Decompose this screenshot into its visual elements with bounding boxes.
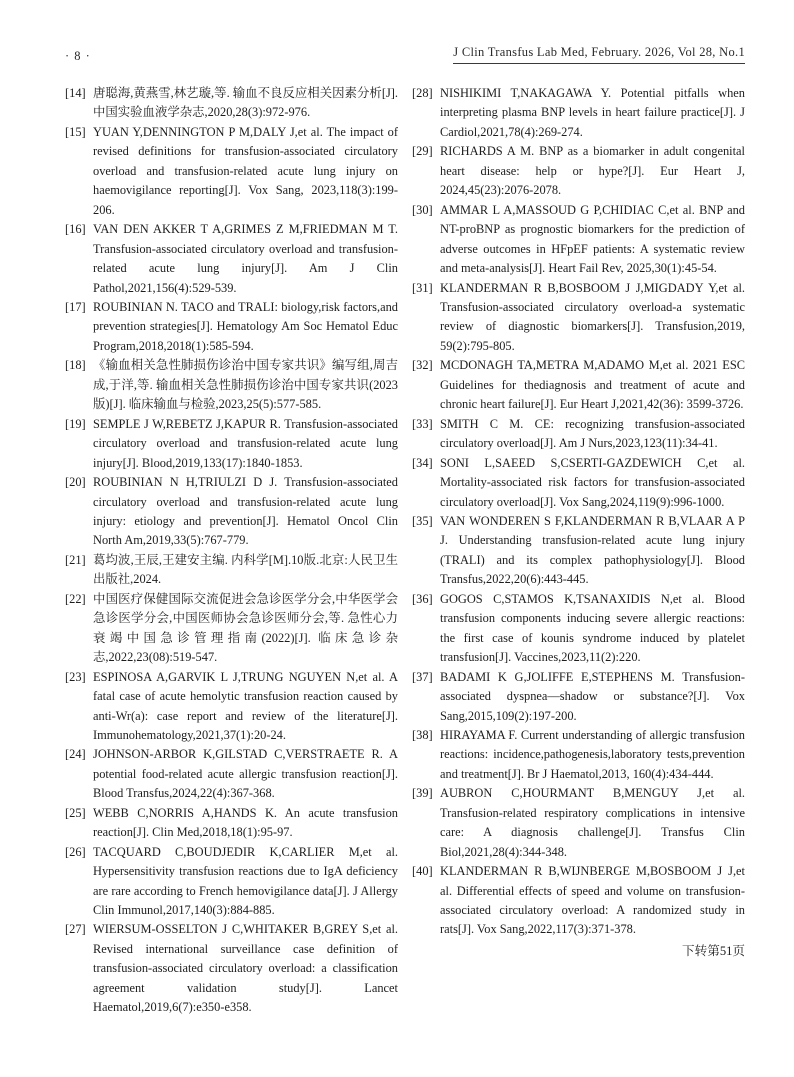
- reference-item: [412, 668, 745, 726]
- journal-header-line: J Clin Transfus Lab Med, February. 2026, Vol 28, No.1: [453, 45, 745, 64]
- reference-number: [36]: [412, 591, 433, 606]
- reference-text: WIERSUM-OSSELTON J C,WHITAKER B,GREY S,et al. Revised international surveillance case definition of transfusion-associated circulatory overload: a classification agreement validation study[J]. Lancet Haematol,2019,6(7):e350-e358.: [93, 922, 398, 1015]
- reference-number: [39]: [412, 786, 433, 801]
- reference-text: VAN WONDEREN S F,KLANDERMAN R B,VLAAR A P J. Understanding transfusion-related acute lung injury (TRALI) and its complex pathophysiology[J]. Blood Transfus,2022,20(6):443-445.: [440, 513, 745, 587]
- reference-number: [21]: [65, 552, 86, 567]
- reference-item: [65, 415, 398, 473]
- reference-number: [14]: [65, 86, 86, 100]
- reference-item: [65, 745, 398, 803]
- reference-item: [65, 123, 398, 220]
- reference-item: [412, 201, 745, 279]
- reference-text: AMMAR L A,MASSOUD G P,CHIDIAC C,et al. BNP and NT-proBNP as prognostic biomarkers for the prediction of adverse outcomes in HFpEF patients: A systematic review and meta-analysis[J]. Heart Fail Rev, 2025,30(1):45-54.: [440, 202, 745, 276]
- reference-number: [32]: [412, 358, 433, 373]
- reference-number: [27]: [65, 922, 86, 937]
- reference-text: BADAMI K G,JOLIFFE E,STEPHENS M. Transfusion-associated dyspnea—shadow or substance?[J]. Vox Sang,2015,109(2):197-200.: [440, 669, 745, 723]
- reference-number: [37]: [412, 669, 433, 684]
- reference-text: AUBRON C,HOURMANT B,MENGUY J,et al. Transfusion-related respiratory complications in intensive care: A diagnosis challenge[J]. Transfus Clin Biol,2021,28(4):344-348.: [440, 786, 745, 859]
- reference-item: [412, 142, 745, 200]
- reference-text: JOHNSON-ARBOR K,GILSTAD C,VERSTRAETE R. A potential food-related acute allergic transfusion reaction[J]. Blood Transfus,2024,22(4):367-368.: [93, 747, 398, 801]
- reference-item: [412, 454, 745, 512]
- reference-text: SMITH C M. CE: recognizing transfusion-associated circulatory overload[J]. Am J Nurs,2023,123(11):34-41.: [440, 416, 745, 451]
- continuation-note: 下转第51页: [682, 943, 745, 958]
- reference-item: [65, 551, 398, 590]
- reference-text: NISHIKIMI T,NAKAGAWA Y. Potential pitfalls when interpreting plasma BNP levels in heart failure practice[J]. J Cardiol,2021,78(4):269-274.: [440, 86, 745, 139]
- reference-number: [22]: [65, 591, 86, 606]
- reference-number: [24]: [65, 747, 86, 762]
- reference-item: [412, 862, 745, 940]
- reference-item: [65, 920, 398, 1017]
- reference-text: VAN DEN AKKER T A,GRIMES Z M,FRIEDMAN M T. Transfusion-associated circulatory overload and transfusion-related acute lung injury[J]. Am J Clin Pathol,2021,156(4):529-539.: [93, 222, 398, 295]
- reference-item: [412, 590, 745, 668]
- reference-number: [34]: [412, 455, 433, 470]
- reference-text: WEBB C,NORRIS A,HANDS K. An acute transfusion reaction[J]. Clin Med,2018,18(1):95-97.: [93, 805, 398, 840]
- reference-text: YUAN Y,DENNINGTON P M,DALY J,et al. The impact of revised definitions for transfusion-associated circulatory overload and transfusion-related acute lung injury on haemovigilance reporting[J]. Vox Sang, 2023,118(3):199-206.: [93, 124, 398, 217]
- references-section: [65, 84, 745, 1018]
- reference-text: 中国医疗保健国际交流促进会急诊医学分会,中华医学会急诊医学分会,中国医师协会急诊医师分会,等. 急性心力衰竭中国急诊管理指南(2022)[J]. 临床急诊杂志,2022,23(08):519-547.: [93, 591, 398, 665]
- reference-text: ESPINOSA A,GARVIK L J,TRUNG NGUYEN N,et al. A fatal case of acute hemolytic transfusion reaction caused by anti-Wr(a): case report and review of the literature[J]. Immunohematology,2021,37(1):20-24.: [93, 669, 398, 742]
- reference-number: [40]: [412, 864, 433, 879]
- page-number: · 8 ·: [65, 49, 91, 63]
- reference-item: [65, 356, 398, 414]
- reference-item: [412, 784, 745, 862]
- reference-number: [23]: [65, 669, 86, 684]
- reference-number: [26]: [65, 844, 86, 859]
- page-header: [65, 45, 745, 64]
- reference-number: [17]: [65, 299, 86, 314]
- reference-number: [20]: [65, 475, 86, 490]
- reference-item: [65, 804, 398, 843]
- reference-item: [65, 668, 398, 746]
- reference-text: KLANDERMAN R B,BOSBOOM J J,MIGDADY Y,et al. Transfusion-associated circulatory overload-a systematic review of diagnostic biomarkers[J]. Transfusion,2019, 59(2):795-805.: [440, 280, 745, 353]
- reference-number: [30]: [412, 202, 433, 217]
- reference-number: [35]: [412, 513, 433, 528]
- reference-text: 葛均波,王辰,王建安主编. 内科学[M].10版.北京:人民卫生出版社,2024.: [93, 552, 398, 587]
- reference-text: 唐聪海,黄燕雪,林艺璇,等. 输血不良反应相关因素分析[J]. 中国实验血液学杂志,2020,28(3):972-976.: [93, 86, 398, 120]
- reference-text: SEMPLE J W,REBETZ J,KAPUR R. Transfusion-associated circulatory overload and transfusion-related acute lung injury[J]. Blood,2019,133(17):1840-1853.: [93, 416, 398, 470]
- reference-text: TACQUARD C,BOUDJEDIR K,CARLIER M,et al. Hypersensitivity transfusion reactions due to IgA deficiency are rare according to French hemovigilance data[J]. J Allergy Clin Immunol,2017,140(3):884-885.: [93, 844, 398, 918]
- reference-item: [65, 590, 398, 668]
- reference-text: RICHARDS A M. BNP as a biomarker in adult congenital heart disease: help or hype?[J]. Eur Heart J, 2024,45(23):2076-2078.: [440, 144, 745, 198]
- reference-item: [412, 726, 745, 784]
- reference-text: ROUBINIAN N. TACO and TRALI: biology,risk factors,and prevention strategies[J]. Hematology Am Soc Hematol Educ Program,2018,2018(1):585-594.: [93, 299, 398, 353]
- reference-item: [412, 279, 745, 357]
- reference-item: [65, 843, 398, 921]
- reference-item: [412, 84, 745, 142]
- reference-text: 《输血相关急性肺损伤诊治中国专家共识》编写组,周吉成,于洋,等. 输血相关急性肺损伤诊治中国专家共识(2023版)[J]. 临床输血与检验,2023,25(5):577-585.: [93, 358, 398, 412]
- reference-number: [19]: [65, 416, 86, 431]
- reference-number: [18]: [65, 358, 86, 373]
- reference-text: SONI L,SAEED S,CSERTI-GAZDEWICH C,et al. Mortality-associated risk factors for transfusion-associated circulatory overload[J]. Vox Sang,2024,119(9):996-1000.: [440, 455, 745, 509]
- reference-item: [65, 473, 398, 551]
- reference-number: [38]: [412, 727, 433, 742]
- reference-number: [29]: [412, 144, 433, 159]
- reference-text: KLANDERMAN R B,WIJNBERGE M,BOSBOOM J J,et al. Differential effects of speed and volume on transfusion-associated circulatory overload: A randomized study in rats[J]. Vox Sang,2022,117(3):371-378.: [440, 864, 745, 937]
- reference-text: ROUBINIAN N H,TRIULZI D J. Transfusion-associated circulatory overload and transfusion-related acute lung injury: etiology and prevention[J]. Hematol Oncol Clin North Am,2019,33(5):767-779.: [93, 475, 398, 548]
- reference-item: [412, 415, 745, 454]
- reference-text: MCDONAGH TA,METRA M,ADAMO M,et al. 2021 ESC Guidelines for thediagnosis and treatment of acute and chronic heart failure[J]. Eur Heart J,2021,42(36): 3599-3726.: [440, 358, 745, 412]
- reference-column-left: [65, 84, 398, 1018]
- reference-item: [412, 512, 745, 590]
- reference-number: [31]: [412, 280, 433, 295]
- reference-item: [412, 356, 745, 414]
- reference-number: [28]: [412, 86, 433, 100]
- reference-number: [33]: [412, 416, 433, 431]
- reference-item: [65, 298, 398, 356]
- reference-column-right: [412, 84, 745, 1018]
- reference-number: [16]: [65, 222, 86, 237]
- reference-text: GOGOS C,STAMOS K,TSANAXIDIS N,et al. Blood transfusion components inducing severe allergic reactions: the first case of kounis syndrome induced by platelet transfusion[J]. Vaccines,2023,11(2):220.: [440, 591, 745, 665]
- reference-item: [65, 220, 398, 298]
- reference-number: [25]: [65, 805, 86, 820]
- reference-item: [65, 84, 398, 123]
- reference-text: HIRAYAMA F. Current understanding of allergic transfusion reactions: incidence,pathogenesis,laboratory tests,prevention and treatment[J]. Br J Haematol,2013, 160(4):434-444.: [440, 727, 745, 781]
- reference-number: [15]: [65, 124, 86, 139]
